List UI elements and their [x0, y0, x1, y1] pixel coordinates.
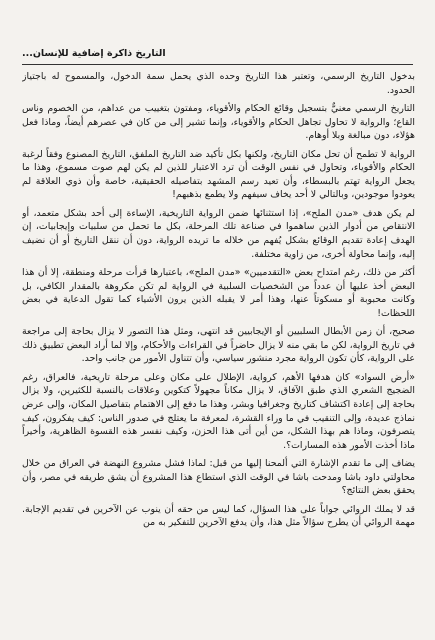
paragraph-6: صحيح، أن زمن الأبطال السلبيين أو الإيجابيين قد انتهى، ومثل هذا التصور لا يزال بحاجة إلى مراجعة في تاريخ الرواية، لكن ما بقي منه لا يزال حاضراً في القراءات والأحكام، وإلا لما أراد البعض تطبيق ذلك على الرواية، كأن تكون الرواية مجرد منشور سياسي، وأن تتناول الأمور من جانب واحد. — [22, 326, 415, 365]
paragraph-4: لم يكن هدف «مدن الملح»، إذا استثنائها ضمن الرواية التاريخية، الإساءة إلى أحد بشكل متعمد، أو الانتقاص من أدوار الذين ساهموا في صناعة تلك المرحلة، بكل ما تحمل من سلبيات وإيجابيات، إن الهدف إعادة تقديم الوقائع بشكل يُفهم من خلاله ما تريده الرواية، دون أن ننقل التاريخ أو أن نضيف إليه، وإنما محاولة أخرى، من زاوية مختلفة. — [22, 207, 415, 260]
running-title: التاريخ ذاكرة إضافية للإنسان... — [22, 48, 166, 59]
paragraph-7: «أرض السواد» كان هدفها الأهم، كرواية، الإطلال على مكان وعلى مرحلة تاريخية، فالعراق، رغم الضجيج الشعري الذي طبق الآفاق، لا يزال مكاناً مجهولاً كتكوين وعلاقات بالنسبة للكثيرين، ولا يزال بحاجة إلى إعادة اكتشاف كتاريخ وجغرافيا وبشر، وهذا ما دفع إلى الاهتمام بتفاصيل المكان، وإلى عرض نماذج عديدة، وإلى التنقيب في ما وراء القشرة، لمعرفة ما يعتلج في صدور الناس: كيف يفكرون، كيف يتصرفون، وماذا هم بهذا الشكل، من أين أتى هذا الحزن، وكيف نفسر هذه القسوة الظاهرية، وأخيراً ماذا أخذت الأمور هذه المسارات؟. — [22, 371, 415, 451]
header-divider — [22, 64, 413, 65]
paragraph-1: بدخول التاريخ الرسمي، وتعتبر هذا التاريخ وحده الذي يحمل سمة الدخول، والمسموح له باجتياز الحدود. — [22, 71, 415, 96]
paragraph-8: يضاف إلى ما تقدم الإشارة التي ألمحنا إليها من قبل: لماذا فشل مشروع النهضة في العراق من خلال محاولتي داود باشا ومدحت باشا في الوقت الذي استطاع هذا المشروع أن يشق طريقه في مصر، وأن يحقق بعض النتائج؟ — [22, 458, 415, 497]
body-text — [22, 70, 415, 626]
running-header — [22, 48, 413, 64]
paragraph-5: أكثر من ذلك، رغم امتداح بعض «التقدميين» «مدن الملح»، باعتبارها قرأت مرحلة ومنطقة، إلا أن هذا البعض أخذ عليها أن عدداً من الشخصيات السلبية في الرواية لم تكن مكروهة بالمقدار الكافي، بل وكانت محبوبة أو مسكوتاً عنها، وهذا أمر لا يقبله الذين يرون الأشياء كما تقول الدعاية في بعض اللحظات! — [22, 267, 415, 319]
paragraph-9: قد لا يملك الروائي جواباً على هذا السؤال، كما ليس من حقه أن ينوب عن الآخرين في تقديم الإجابة. مهمة الروائي أن يطرح سؤالاً مثل هذا، وأن يدفع الآخرين للتفكير به من — [22, 503, 415, 529]
paragraph-3: الرواية لا تطمح أن تحل مكان التاريخ، ولكنها بكل تأكيد ضد التاريخ الملفق، التاريخ المصنوع وفقاً لرغبة الحكام والأقوياء، وتحاول في نفس الوقت أن ترد الاعتبار للذين لم يكن لهم صوت مسموع، وهذا ما يجعل الرواية تهتم بالبسطاء، وأن تعيد رسم المشهد بتفاصيله الحقيقية، خاصة وأن ذوي العلاقة لم يعودوا موجودين، وبالتالي لا أحد يخاف سيفهم ولا يطمع بذهبهم! — [22, 148, 415, 201]
paragraph-2: التاريخ الرسمي معنيٌّ بتسجيل وقائع الحكام والأقوياء، ومفتون بتغييب من عداهم، من الخصوم وناس القاع؛ والرواية لا تحاول تجاهل الحكام والأقوياء، وإنما تشير إلى من كان في عصرهم أيضاً، وماذا فعل هؤلاء، دون مبالغة وبلا أوهام. — [22, 103, 415, 142]
